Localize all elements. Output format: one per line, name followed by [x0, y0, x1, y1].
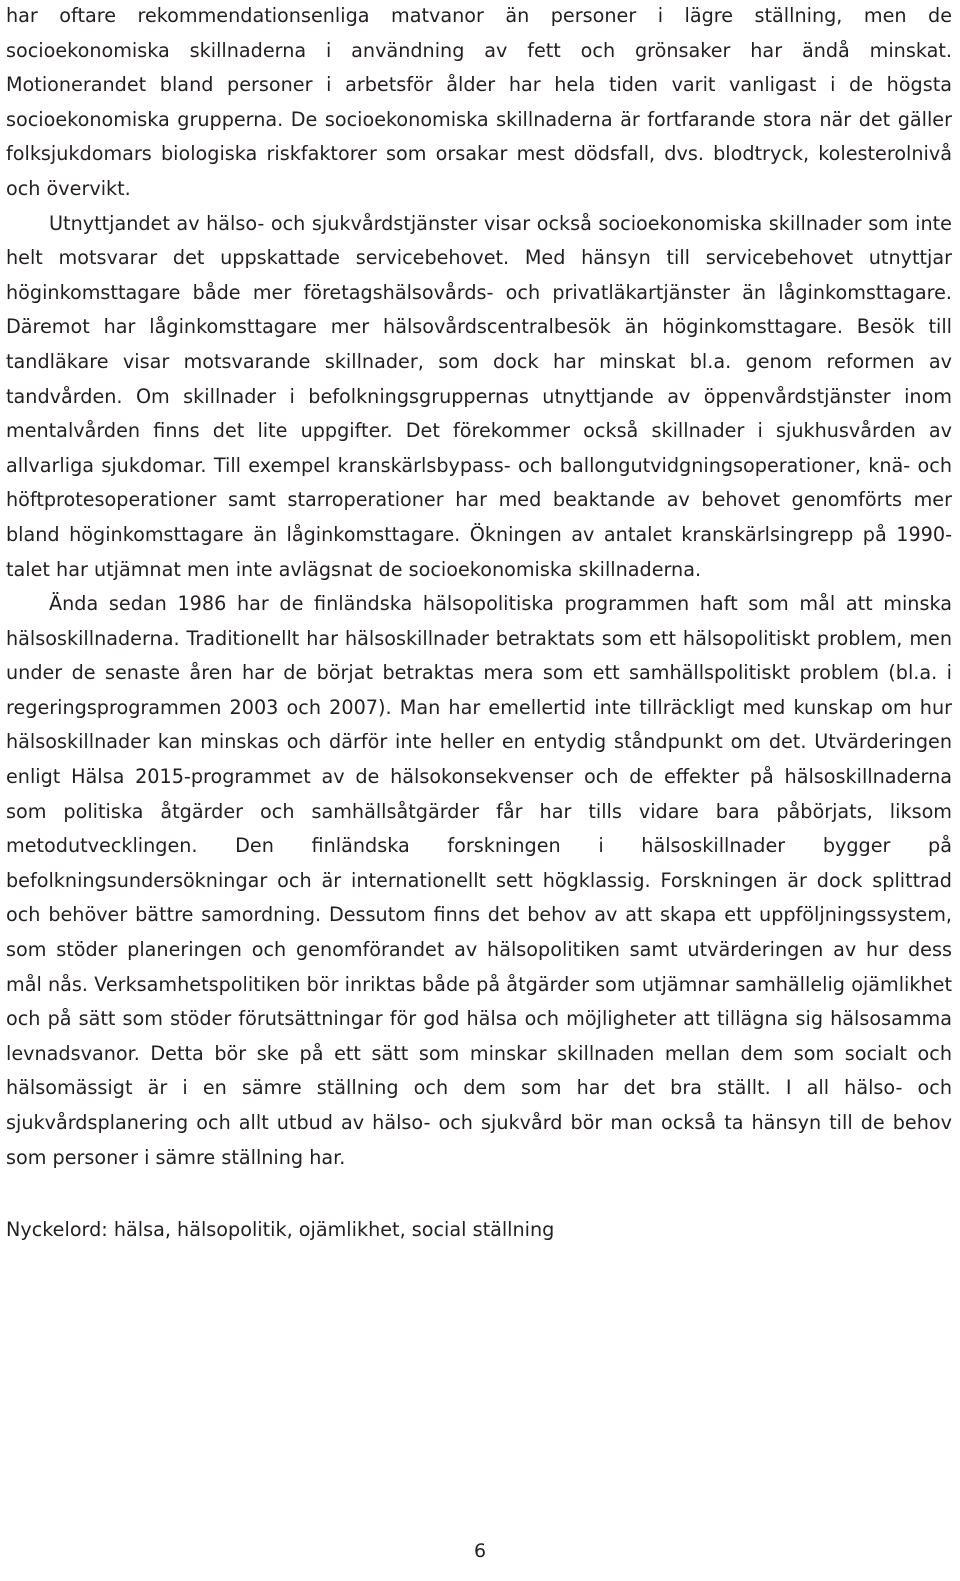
page-number: 6: [473, 1540, 487, 1562]
paragraph-service-use: Utnyttjandet av hälso- och sjukvårdstjänster visar också socioekonomiska skillnader som inte helt motsvarar det uppskattade servicebehovet. Med hänsyn till servicebehovet utnyttjar höginkomsttagare både mer företagshälsovårds- och privatläkartjänster än låginkomsttagare. Däremot har låginkomsttagare mer hälsovårdscentralbesök än höginkomsttagare. Besök till tandläkare visar motsvarande skillnader, som dock har minskat bl.a. genom reformen av tandvården. Om skillnader i befolkningsgruppernas utnyttjande av öppenvårdstjänster inom mentalvården finns det lite uppgifter. Det förekommer också skillnader i sjukhusvården av allvarliga sjukdomar. Till exempel kranskärlsbypass- och ballongutvidgningsoperationer, knä- och höftprotesoperationer samt starroperationer har med beaktande av behovet genomförts mer bland höginkomsttagare än låginkomsttagare. Ökningen av antalet kranskärlsingrepp på 1990-talet har utjämnat men inte avlägsnat de socioekonomiska skillnaderna.: [6, 211, 952, 581]
document-page: [6, 0, 952, 1267]
paragraph-continuation: har oftare rekommendationsenliga matvanor än personer i lägre ställning, men de socioekonomiska skillnaderna i användning av fett och grönsaker har ändå minskat. Motionerandet bland personer i arbetsför ålder har hela tiden varit vanligast i de högsta socioekonomiska grupperna. De socioekonomiska skillnaderna är fortfarande stora när det gäller folksjukdomars biologiska riskfaktorer som orsakar mest dödsfall, dvs. blodtryck, kolesterolnivå och övervikt.: [6, 4, 952, 200]
paragraph-health-policy: Ända sedan 1986 har de finländska hälsopolitiska programmen haft som mål att minska hälsoskillnaderna. Traditionellt har hälsoskillnader betraktats som ett hälsopolitiskt problem, men under de senaste åren har de börjat betraktas mera som ett samhällspolitiskt problem (bl.a. i regeringsprogrammen 2003 och 2007). Man har emellertid inte tillräckligt med kunskap om hur hälsoskillnader kan minskas och därför inte heller en entydig ståndpunkt om det. Utvärderingen enligt Hälsa 2015-programmet av de hälsokonsekvenser och de effekter på hälsoskillnaderna som politiska åtgärder och samhällsåtgärder får har tills vidare bara påbörjats, liksom metodutvecklingen. Den finländska forskningen i hälsoskillnader bygger på befolkningsundersökningar och är internationellt sett högklassig. Forskningen är dock splittrad och behöver bättre samordning. Dessutom finns det behov av att skapa ett uppföljningssystem, som stöder planeringen och genomförandet av hälsopolitiken samt utvärderingen av hur dess mål nås. Verksamhetspolitiken bör inriktas både på åtgärder som utjämnar samhällelig ojämlikhet och på sätt som stöder förutsättningar för god hälsa och möjligheter att tillägna sig hälsosamma levnadsvanor. Detta bör ske på ett sätt som minskar skillnaden mellan dem som socialt och hälsomässigt är i en sämre ställning och dem som har det bra ställt. I all hälso- och sjukvårdsplanering och allt utbud av hälso- och sjukvård bör man också ta hänsyn till de behov som personer i sämre ställning har.: [6, 592, 952, 1169]
keywords-line: Nyckelord: hälsa, hälsopolitik, ojämlikhet, social ställning: [6, 1218, 555, 1242]
